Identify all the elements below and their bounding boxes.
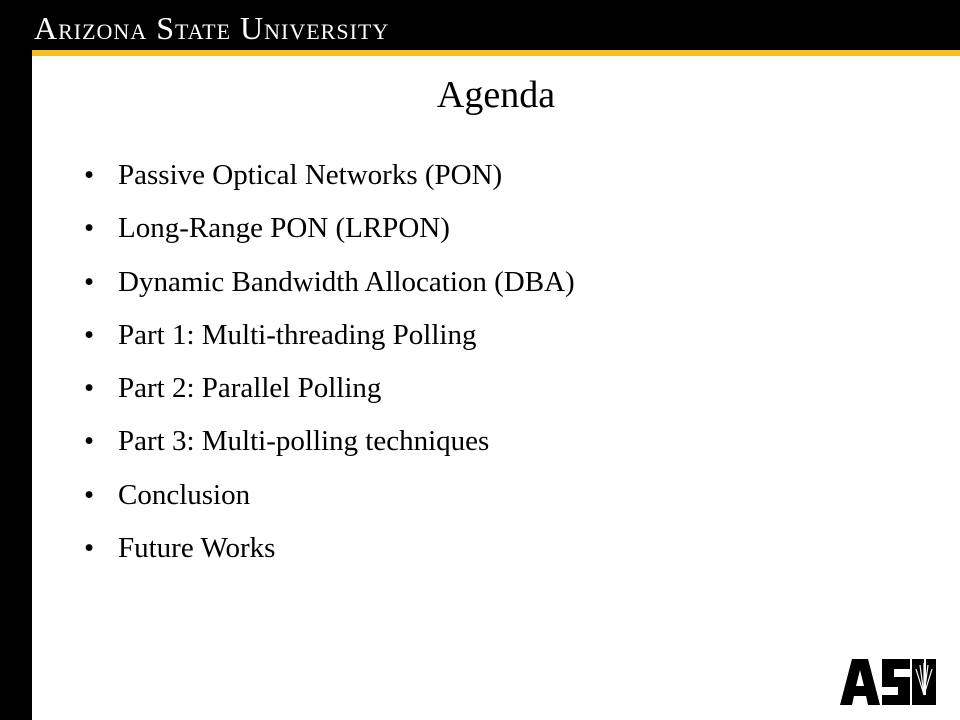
institution-name: Arizona State University [34, 10, 390, 46]
bullet-icon: • [84, 159, 95, 191]
bullet-icon: • [84, 478, 95, 511]
bullet-icon: • [84, 212, 95, 245]
agenda-item-text: Conclusion [118, 478, 251, 511]
asu-logo-icon [838, 655, 938, 707]
agenda-item-text: Part 3: Multi-polling techniques [118, 425, 490, 458]
gold-divider [32, 50, 960, 56]
agenda-item-text: Future Works [118, 532, 276, 565]
agenda-item-text: Dynamic Bandwidth Allocation (DBA) [118, 265, 575, 298]
header-bar [0, 0, 960, 50]
agenda-item-text: Passive Optical Networks (PON) [118, 159, 503, 191]
slide-title: Agenda [436, 74, 556, 116]
agenda-item-text: Part 1: Multi-threading Polling [118, 318, 477, 351]
bullet-icon: • [84, 532, 95, 565]
bullet-icon: • [84, 425, 95, 458]
bullet-icon: • [84, 372, 95, 405]
agenda-item-text: Part 2: Parallel Polling [118, 372, 382, 405]
bullet-icon: • [84, 265, 95, 298]
left-side-bar [0, 50, 32, 720]
bullet-icon: • [84, 318, 95, 351]
agenda-item-text: Long-Range PON (LRPON) [118, 212, 450, 245]
